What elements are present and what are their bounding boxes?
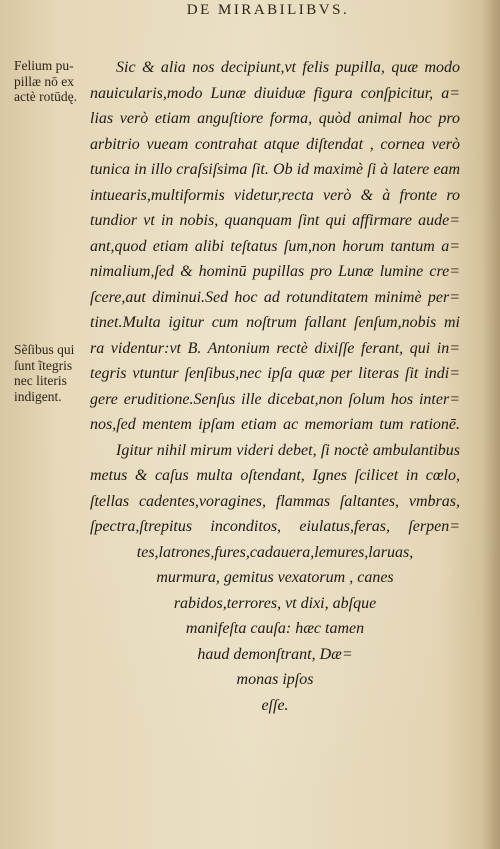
body-line: rabidos,terrores, vt dixi, abſque [173, 594, 377, 612]
body-line: monas ipſos [236, 671, 314, 688]
margin-note-line: ſunt ĩtegris [14, 357, 73, 373]
body-line: Sic & alia nos decipiunt,vt felis pupilla, quæ modo [116, 59, 460, 76]
body-line: ſcere,aut diminui.Sed hoc ad rotunditatem minimè per= [90, 288, 460, 306]
body-line: nimalium,ſed & hominū pupillas pro Lunæ lumine cre= [90, 263, 460, 280]
body-line: arbitrio vueam contrahat atque diſtendat , cornea verò [90, 135, 460, 153]
body-line: eſſe. [261, 696, 289, 714]
body-line: ra videntur:vt B. Antonium rectè dixiſſe ferant, qui in= [90, 339, 460, 357]
body-line: nauicularis,modo Lunæ diuiduæ figura conſpicitur, a= [90, 84, 460, 102]
body-line: tes,latrones,fures,cadauera,lemures,laruas, [136, 543, 414, 561]
margin-note-line: Sẽſibus qui [14, 342, 75, 357]
body-line: lias verò etiam anguſtiore forma, quòd animal hoc pro [90, 110, 460, 127]
margin-note-line: Felium pu- [14, 58, 74, 73]
body-line: tundior vt in nobis, quanquam ſint qui affirmare aude= [90, 212, 460, 229]
body-line: haud demonſtrant, Dæ= [197, 645, 353, 663]
body-line: manifeſta cauſa: hæc tamen [185, 620, 365, 637]
margin-note-sensibus [14, 342, 96, 404]
body-line: gere eruditione.Senſus ille dicebat,non ſolum hos inter= [90, 390, 460, 408]
running-head [0, 2, 500, 19]
margin-note-felium [14, 58, 96, 105]
body-line: murmura, gemitus vexatorum , canes [156, 569, 394, 586]
margin-note-line: nec literis [14, 373, 67, 388]
body-line: metus & caſus multa oſtendant, Ignes ſcilicet in cœlo, [90, 467, 460, 484]
body-line: ſtellas cadentes,voragines, flammas ſaltantes, vmbras, [90, 492, 460, 510]
body-line: ant,quod etiam alibi teſtatus ſum,non horum tantum a= [90, 237, 460, 255]
main-text-block [90, 55, 460, 718]
body-line: nos,ſed mentem ipſam etiam ac memoriam tum rationē. [90, 416, 460, 433]
body-line: tunica in illo craſsiſsima ſit. Ob id maximè ſi à latere eam [90, 161, 460, 178]
body-line: intuearis,multiformis videtur,recta verò & à fronte ro [90, 186, 460, 204]
body-line: Igitur nihil mirum videri debet, ſi noctè ambulantibus [116, 441, 460, 459]
body-line: tinet.Multa igitur cum noſtrum fallant ſenſum,nobis mi [90, 314, 460, 331]
body-line: ſpectra,ſtrepitus inconditos, eiulatus,feras, ſerpen= [90, 518, 460, 535]
body-line: tegris vtuntur ſenſibus,nec ipſa quæ per literas ſit indi= [90, 365, 460, 382]
margin-note-line: pillæ nō ex [14, 73, 74, 89]
running-head-text: DE MIRABILIBVS. [186, 2, 350, 18]
margin-note-line: actè rotūdę. [14, 89, 77, 104]
margin-note-line: indigent. [14, 388, 62, 404]
